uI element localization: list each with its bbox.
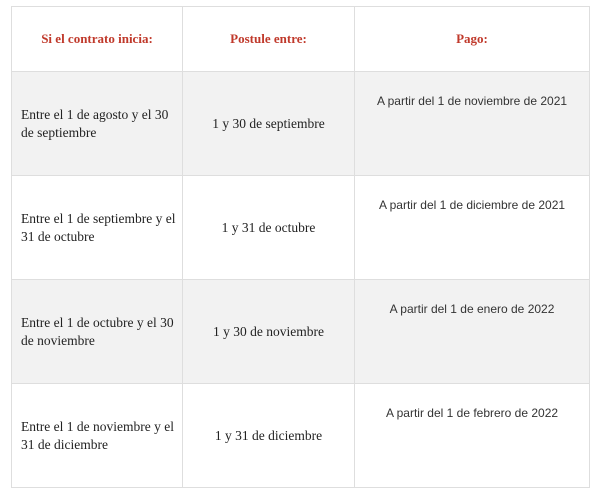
table-row xyxy=(12,176,590,280)
payment-date-cell: A partir del 1 de diciembre de 2021 xyxy=(355,176,590,280)
apply-window-cell: 1 y 31 de diciembre xyxy=(183,384,355,488)
apply-window-cell: 1 y 31 de octubre xyxy=(183,176,355,280)
table-row xyxy=(12,72,590,176)
apply-window-cell: 1 y 30 de septiembre xyxy=(183,72,355,176)
table-row xyxy=(12,384,590,488)
header-apply-window: Postule entre: xyxy=(183,7,355,72)
table-header-row xyxy=(12,7,590,72)
contract-period-cell: Entre el 1 de noviembre y el 31 de diciembre xyxy=(12,384,183,488)
contract-period-cell: Entre el 1 de agosto y el 30 de septiembre xyxy=(12,72,183,176)
payment-date-cell: A partir del 1 de noviembre de 2021 xyxy=(355,72,590,176)
header-payment: Pago: xyxy=(355,7,590,72)
table-row xyxy=(12,280,590,384)
payment-schedule-table xyxy=(11,6,590,488)
contract-period-cell: Entre el 1 de octubre y el 30 de noviembre xyxy=(12,280,183,384)
apply-window-cell: 1 y 30 de noviembre xyxy=(183,280,355,384)
payment-date-cell: A partir del 1 de enero de 2022 xyxy=(355,280,590,384)
payment-date-cell: A partir del 1 de febrero de 2022 xyxy=(355,384,590,488)
contract-period-cell: Entre el 1 de septiembre y el 31 de octubre xyxy=(12,176,183,280)
header-contract-start: Si el contrato inicia: xyxy=(12,7,183,72)
